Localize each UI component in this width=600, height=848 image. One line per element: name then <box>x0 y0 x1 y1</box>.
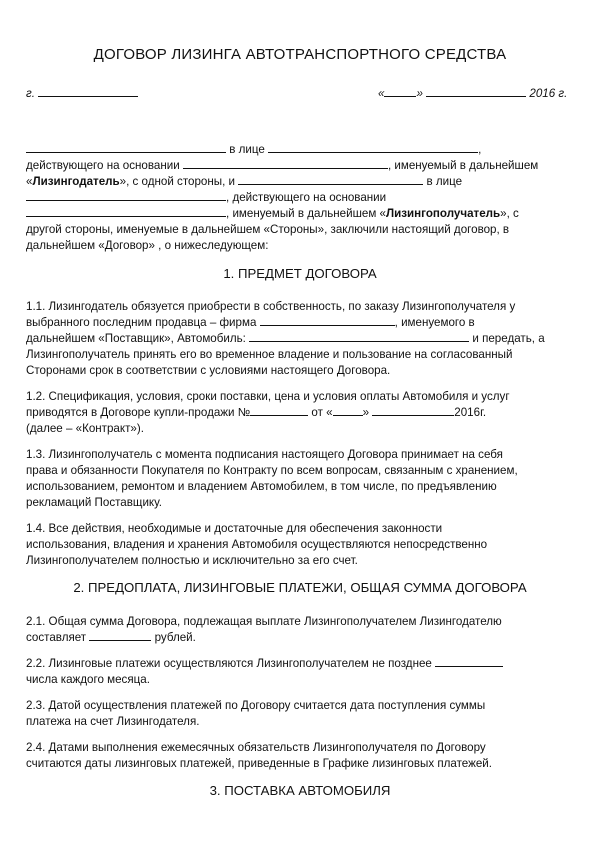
clause-1-4-line-3: Лизингополучателем полностью и исключительно за его счет. <box>26 554 358 567</box>
year-text: 2016 г. <box>529 87 568 100</box>
clause-1-1-line-5: Сторонами срок в соответствии с условиями настоящего Договора. <box>26 364 391 377</box>
date-quote-close: » <box>416 87 423 100</box>
preamble-line-1: в лице , <box>26 142 481 158</box>
lessee-label: Лизингополучатель <box>385 207 501 220</box>
lessor-label: Лизингодатель <box>32 175 120 188</box>
clause-2-2-line-1: 2.2. Лизинговые платежи осуществляются Лизингополучателем не позднее <box>26 656 503 672</box>
clause-1-2-line-2: приводятся в Договоре купли-продажи № от « » 2016г. <box>26 406 487 419</box>
clause-1-2-line-1: 1.2. Спецификация, условия, сроки поставки, цена и условия оплаты Автомобиля и услуг <box>26 390 510 403</box>
clause-2-3-line-1: 2.3. Датой осуществления платежей по Договору считается дата поступления суммы <box>26 699 486 712</box>
date-line <box>378 86 567 102</box>
date-quote-open: « <box>378 87 385 100</box>
clause-2-3-line-2: платежа на счет Лизингодателя. <box>26 715 200 728</box>
clause-2-4-line-1: 2.4. Датами выполнения ежемесячных обязательств Лизингополучателя по Договору <box>26 741 486 754</box>
section-1-heading: 1. ПРЕДМЕТ ДОГОВОРА <box>223 266 377 281</box>
clause-1-4-line-2: использования, владения и хранения Автомобиля осуществляются непосредственно <box>26 538 488 551</box>
clause-1-3-line-4: рекламаций Поставщику. <box>26 496 162 509</box>
clause-1-1-line-3: дальнейшем «Поставщик», Автомобиль: и передать, а <box>26 332 545 345</box>
clause-2-1-line-1: 2.1. Общая сумма Договора, подлежащая выплате Лизингополучателем Лизингодателю <box>26 615 502 628</box>
clause-1-2-line-3: (далее – «Контракт»). <box>26 422 144 435</box>
clause-2-2-line-2: числа каждого месяца. <box>26 673 150 686</box>
preamble-line-2: действующего на основании , именуемый в дальнейшем <box>26 159 539 172</box>
section-2-heading: 2. ПРЕДОПЛАТА, ЛИЗИНГОВЫЕ ПЛАТЕЖИ, ОБЩАЯ СУММА ДОГОВОРА <box>73 580 527 595</box>
city-blank <box>38 86 138 97</box>
preamble-line-7: дальнейшем «Договор» , о нижеследующем: <box>26 239 269 252</box>
clause-2-4-line-2: считаются даты лизинговых платежей, приведенные в Графике лизинговых платежей. <box>26 757 493 770</box>
preamble-line-6: другой стороны, именуемые в дальнейшем «Стороны», заключили настоящий договор, в <box>26 223 510 236</box>
clause-2-1-line-2: составляет рублей. <box>26 631 196 644</box>
clause-1-3-line-2: права и обязанности Покупателя по Контракту по всем вопросам, связанным с хранением, <box>26 464 518 477</box>
city-line <box>26 86 138 102</box>
clause-1-3-line-1: 1.3. Лизингополучатель с момента подписания настоящего Договора принимает на себя <box>26 448 503 461</box>
month-blank <box>426 86 526 97</box>
city-prefix: г. <box>26 87 35 100</box>
clause-1-1-line-4: Лизингополучатель принять его во временное владение и пользование на согласованный <box>26 348 513 361</box>
section-3-heading: 3. ПОСТАВКА АВТОМОБИЛЯ <box>209 783 391 798</box>
clause-1-1-line-2: выбранного последним продавца – фирма , именуемого в <box>26 316 475 329</box>
preamble-line-3: «Лизингодатель», с одной стороны, и в лице <box>26 175 463 188</box>
preamble-line-4: , действующего на основании <box>26 190 386 206</box>
preamble-line-5: , именуемый в дальнейшем «Лизингополучатель», с <box>26 206 519 222</box>
clause-1-4-line-1: 1.4. Все действия, необходимые и достаточные для обеспечения законности <box>26 522 443 535</box>
day-blank <box>384 86 416 97</box>
document-title: ДОГОВОР ЛИЗИНГА АВТОТРАНСПОРТНОГО СРЕДСТВА <box>93 46 507 63</box>
clause-1-1-line-1: 1.1. Лизингодатель обязуется приобрести в собственность, по заказу Лизингополучателя у <box>26 300 516 313</box>
clause-1-3-line-3: использованием, ремонтом и владением Автомобилем, в том числе, по предъявлению <box>26 480 497 493</box>
